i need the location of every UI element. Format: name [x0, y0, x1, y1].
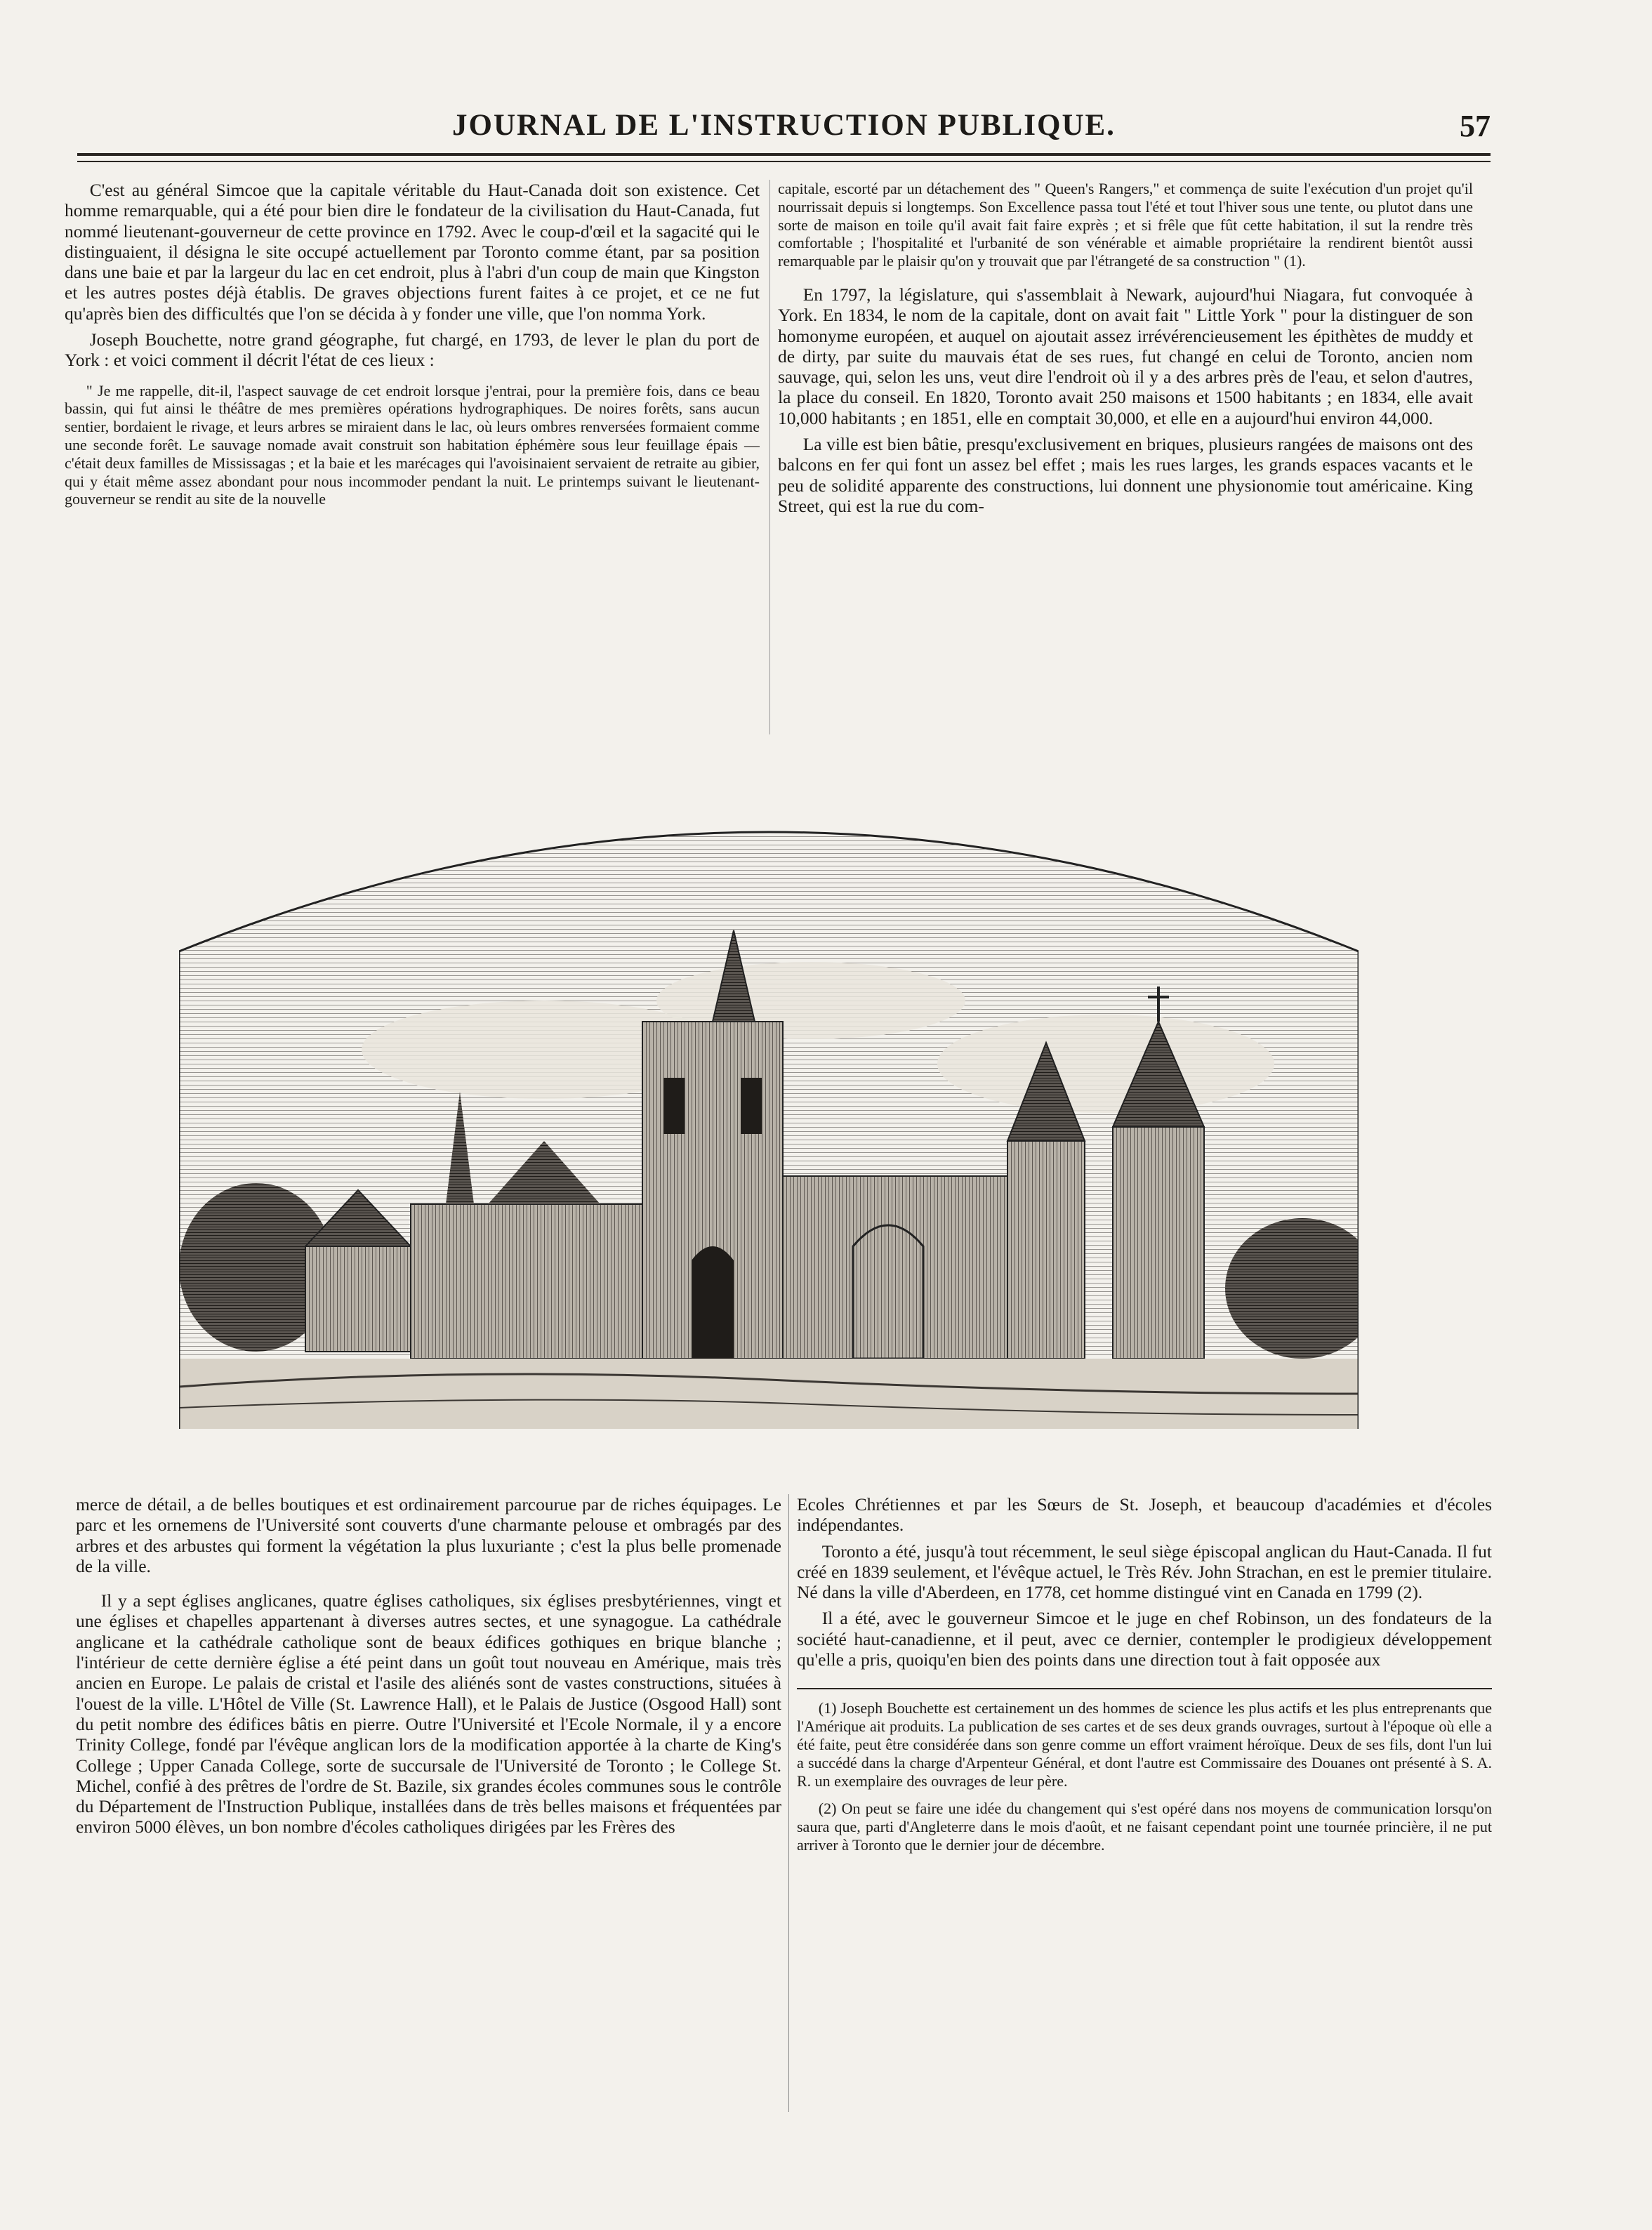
paragraph-ville-batie: La ville est bien bâtie, presqu'exclusivement en briques, plusieurs rangées de maisons ont des balcons en fer qui font un assez bel effet ; mais les rues larges, les grands espaces vacants et le peu de solidité apparente des constructions, lui donnent une physionomie tout américaine. King Street, qui est la rue du com- [778, 434, 1473, 516]
quote-bouchette-continued: capitale, escorté par un détachement des " Queen's Rangers," et commença de suite l'exécution d'un projet qu'il nourrissait depuis si longtemps. Son Excellence passa tout l'été et tout l'hiver sous une tente, ou plutot dans une sorte de maison en toile qu'il avait fait faire exprès ; et si frêle que fût cette habitation, il sut la rendre très comfortable ; l'hospitalité et l'urbanité de son vénérable et aimable propriétaire la rendirent bientôt aussi remarquable par le plaisir qu'on y trouvait que par l'étrangeté de sa construction " (1). [778, 180, 1473, 270]
paragraph-commerce: merce de détail, a de belles boutiques et est ordinairement parcourue par de riches équipages. Le parc et les ornemens de l'Université sont couverts d'une charmante pelouse et ombragés par des arbres et des arbustes qui forment la végétation la plus luxuriante ; c'est la plus belle promenade de la ville. [76, 1494, 781, 1576]
quote-bouchette: " Je me rappelle, dit-il, l'aspect sauvage de cet endroit lorsque j'entrai, pour la première fois, dans ce beau bassin, qui fut ainsi le théâtre de mes premières opérations hydrographiques. De noires forêts, sans aucun sentier, bordaient le rivage, et leurs arbres se miraient dans le lac, où leurs ombres renversées formaient comme une seconde forêt. Le sauvage nomade avait construit son habitation éphémère sous leur feuillage épais — c'était deux familles de Mississagas ; et la baie et les marécages qui l'avoisinaient servaient de retraite au gibier, qui y était même assez abondant pour nous incommoder pendant la nuit. Le printemps suivant le lieutenant-gouverneur se rendit au site de la nouvelle [65, 381, 760, 508]
paragraph-siege-episcopal: Toronto a été, jusqu'à tout récemment, le seul siège épiscopal anglican du Haut-Canada. Il fut créé en 1839 seulement, et l'évêque actuel, le Très Rév. John Strachan, en est le premier titulaire. Né dans la ville d'Aberdeen, en 1778, cet homme distingué vint en Canada en 1799 (2). [797, 1540, 1492, 1603]
page-number: 57 [1460, 109, 1491, 143]
column-divider-bottom [788, 1494, 789, 2112]
paragraph-york-1797: En 1797, la législature, qui s'assemblait à Newark, aujourd'hui Niagara, fut convoquée à York. En 1834, le nom de la capitale, dont on avait fait " Little York " pour la distinguer de son homonyme européen, et auquel on ajoutait assez irrévérencieusement les épithètes de muddy et de dirty, par suite du mauvais état de ses rues, fut changé en celui de Toronto, ancien nom sauvage, qui, selon les uns, veut dire l'endroit où il y a des arbres près de l'eau, et selon d'autres, la place du conseil. En 1820, Toronto avait 250 maisons et 1500 habitants ; en 1834, elle avait 10,000 habitants ; en 1851, elle en comptait 30,000, et elle en a aujourd'hui environ 44,000. [778, 284, 1473, 428]
column-top-right [778, 180, 1473, 734]
paragraph-simcoe: C'est au général Simcoe que la capitale véritable du Haut-Canada doit son existence. Cet homme remarquable, qui a été pour bien dire le fondateur de la civilisation du Haut-Canada, fut nommé lieutenant-gouverneur de cette province en 1792. Avec le coup-d'œil et la sagacité qui le distinguaient, il désigna le site occupé actuellement par Toronto comme étant, par sa position dans une baie et par la largeur du lac en cet endroit, plus à l'abri d'un coup de main que Kingston et les autres postes déjà établis. De graves objections furent faites à ce projet, et ce ne fut qu'après bien des difficultés que l'on se décida à y fonder une ville, que l'on nomma York. [65, 180, 760, 324]
column-top-left [65, 180, 760, 734]
paragraph-ecoles-chretiennes: Ecoles Chrétiennes et par les Sœurs de St. Joseph, et beaucoup d'académies et d'écoles indépendantes. [797, 1494, 1492, 1536]
header-rule-thick [77, 153, 1491, 156]
journal-title: JOURNAL DE L'INSTRUCTION PUBLIQUE. [452, 109, 1116, 142]
paragraph-eglises: Il y a sept églises anglicanes, quatre églises catholiques, six églises presbytériennes, vingt et une églises et chapelles appartenant à diverses autres sectes, et une synagogue. La cathédrale anglicane et la cathédrale catholique sont de beaux édifices gothiques en brique blanche ; l'intérieur de cette dernière église a été peint dans un goût tout nouveau en Amérique, mais très ancien en Europe. Le palais de cristal et l'asile des aliénés sont de vastes constructions, situées à l'ouest de la ville. L'Hôtel de Ville (St. Lawrence Hall), et le Palais de Justice (Osgood Hall) sont du petit nombre des édifices bâtis en pierre. Outre l'Université et l'Ecole Normale, il y a encore Trinity College, fondé par l'évêque anglican lors de la modification apportée à la charte de King's College ; Upper Canada College, sorte de succursale de l'Université de Toronto ; le College St. Michel, confié à des prêtres de l'ordre de St. Bazile, six grandes écoles communes sous le contrôle du Département de l'Instruction Publique, installées dans de très belles maisons et fréquentées par environ 5000 élèves, un bon nombre d'écoles catholiques dirigées par les Frères des [76, 1590, 781, 1838]
column-bottom-left [76, 1494, 781, 2126]
paragraph-fondateurs: Il a été, avec le gouverneur Simcoe et le juge en chef Robinson, un des fondateurs de la société haut-canadienne, et il peut, avec ce dernier, contempler le prodigieux développement qu'elle a pris, quoiqu'en bien des points dans une direction tout à fait opposée aux [797, 1608, 1492, 1670]
running-header [77, 105, 1491, 147]
paragraph-bouchette: Joseph Bouchette, notre grand géographe, fut chargé, en 1793, de lever le plan du port de York : et voici comment il décrit l'état de ces lieux : [65, 329, 760, 371]
footnote-1: (1) Joseph Bouchette est certainement un des hommes de science les plus actifs et les plus entreprenants que l'Amérique ait produits. La publication de ses cartes et de ses deux grands ouvrages, surtout à l'époque où elle a été faite, peut être considérée dans son genre comme un effort vraiment héroïque. Deux de ses fils, dont l'un lui a succédé dans la charge d'Arpenteur Général, et dont l'autre est Commissaire des Douanes ont présenté à S. A. R. un exemplaire des ouvrages de leur père. [797, 1699, 1492, 1790]
footnotes [797, 1688, 1492, 1854]
column-divider-top [769, 180, 770, 734]
university-engraving [179, 811, 1359, 1429]
header-rule-thin [77, 161, 1491, 162]
university-engraving-icon [179, 811, 1359, 1429]
footnote-2: (2) On peut se faire une idée du changement qui s'est opéré dans nos moyens de communication lorsqu'on saura que, parti d'Angleterre dans le mois d'août, et ne faisant cependant point une tournée princière, il ne put arriver à Toronto que le dernier jour de décembre. [797, 1800, 1492, 1854]
column-bottom-right [797, 1494, 1492, 2126]
